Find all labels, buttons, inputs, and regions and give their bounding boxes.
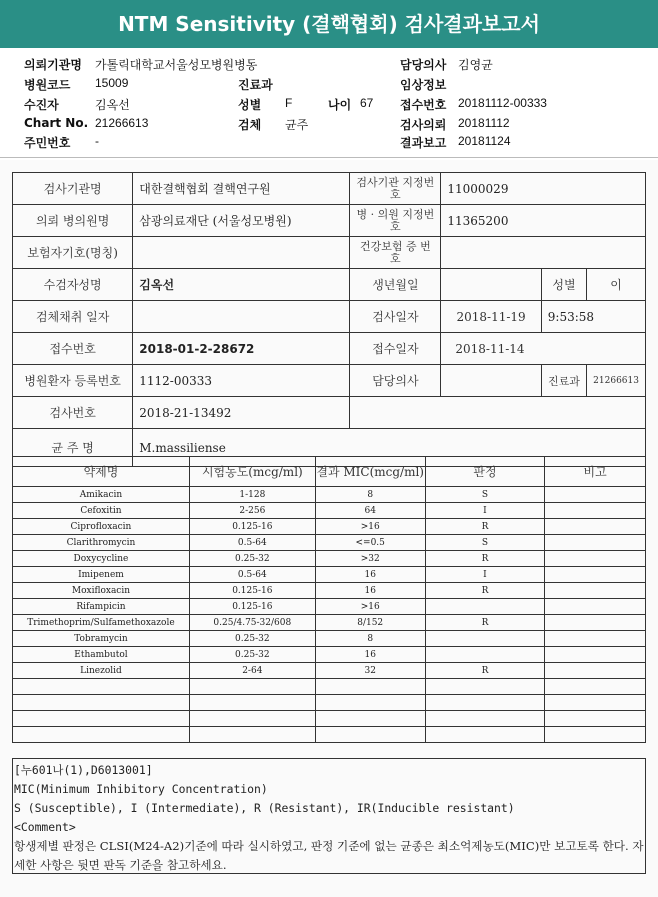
lab-code-value: 11000029 <box>441 173 646 205</box>
drug-remark <box>545 535 646 551</box>
drug-name: Cefoxitin <box>13 503 190 519</box>
testno-label: 검사번호 <box>13 397 133 429</box>
collect-value <box>133 301 350 333</box>
drug-concentration <box>189 711 315 727</box>
drug-interpretation <box>425 647 545 663</box>
strain-label: 균 주 명 <box>13 429 133 467</box>
hospital-code-label: 병원코드 <box>24 78 71 92</box>
drug-interpretation <box>425 599 545 615</box>
drug-mic: 64 <box>315 503 425 519</box>
drug-row <box>13 663 646 679</box>
drug-name: Doxycycline <box>13 551 190 567</box>
comment-code: [누601나(1),D6013001] <box>14 763 153 777</box>
drug-remark <box>545 599 646 615</box>
header-divider <box>0 157 658 158</box>
comment-box <box>12 758 646 874</box>
doctor-value: 김영균 <box>458 58 493 72</box>
drug-mic: >16 <box>315 599 425 615</box>
drug-interpretation <box>425 695 545 711</box>
drug-mic: >16 <box>315 519 425 535</box>
clinical-label: 임상정보 <box>400 78 447 92</box>
drug-row <box>13 615 646 631</box>
hospital-code-value: 15009 <box>95 76 129 90</box>
patient-value: 김옥선 <box>95 98 130 112</box>
col-drug: 약제명 <box>13 457 190 487</box>
drug-concentration: 0.125-16 <box>189 583 315 599</box>
drug-name: Ethambutol <box>13 647 190 663</box>
drug-mic: >32 <box>315 551 425 567</box>
drug-name: Amikacin <box>13 487 190 503</box>
drug-interpretation: R <box>425 519 545 535</box>
drug-remark <box>545 583 646 599</box>
report-label: 결과보고 <box>400 136 447 150</box>
drug-row <box>13 711 646 727</box>
drug-row <box>13 727 646 743</box>
col-remarks: 비고 <box>545 457 646 487</box>
drug-remark <box>545 503 646 519</box>
drug-concentration: 0.5-64 <box>189 535 315 551</box>
drug-interpretation <box>425 727 545 743</box>
drug-mic: 16 <box>315 567 425 583</box>
drug-concentration: 0.125-16 <box>189 599 315 615</box>
drug-name: Linezolid <box>13 663 190 679</box>
chart-value: 21266613 <box>95 116 149 130</box>
drug-concentration <box>189 727 315 743</box>
drug-name <box>13 711 190 727</box>
drug-interpretation: S <box>425 535 545 551</box>
test-date-value: 2018-11-19 <box>441 301 541 333</box>
drug-row <box>13 487 646 503</box>
drug-mic <box>315 711 425 727</box>
drug-name: Moxifloxacin <box>13 583 190 599</box>
drug-row <box>13 519 646 535</box>
insured-value <box>133 237 350 269</box>
drug-name: Tobramycin <box>13 631 190 647</box>
birth-label: 생년월일 <box>350 269 441 301</box>
comment-heading: <Comment> <box>14 820 76 834</box>
accession-date-label: 접수일자 <box>350 333 441 365</box>
drug-interpretation: I <box>425 503 545 519</box>
drug-remark <box>545 519 646 535</box>
drug-interpretation: S <box>425 487 545 503</box>
patient-label: 수진자 <box>24 98 59 112</box>
drug-row <box>13 567 646 583</box>
drug-concentration: 1-128 <box>189 487 315 503</box>
doctor-label: 담당의사 <box>400 58 447 72</box>
reg-label: 병원환자 등록번호 <box>13 365 133 397</box>
drug-concentration <box>189 695 315 711</box>
receipt-label: 접수번호 <box>400 98 447 112</box>
drug-interpretation: R <box>425 663 545 679</box>
drug-remark <box>545 567 646 583</box>
attending-label: 담당의사 <box>350 365 441 397</box>
comment-legend: S (Susceptible), I (Intermediate), R (Resistant), IR(Inducible resistant) <box>14 801 515 815</box>
drug-mic <box>315 727 425 743</box>
col-interpretation: 판정 <box>425 457 545 487</box>
drug-row <box>13 679 646 695</box>
drug-table-body <box>13 487 646 743</box>
sex-label: 성별 <box>238 98 262 112</box>
accession-value: 2018-01-2-28672 <box>133 333 350 365</box>
drug-row <box>13 535 646 551</box>
institution-label: 의뢰기관명 <box>24 58 82 72</box>
resident-label: 주민번호 <box>24 136 71 150</box>
resident-value: - <box>95 134 99 148</box>
drug-remark <box>545 615 646 631</box>
receipt-value: 20181112-00333 <box>458 96 547 110</box>
drug-concentration: 0.25-32 <box>189 631 315 647</box>
drug-mic <box>315 695 425 711</box>
sex-value: F <box>285 96 293 110</box>
accession-label: 접수번호 <box>13 333 133 365</box>
drug-interpretation <box>425 679 545 695</box>
reg-value: 1112-00333 <box>133 365 350 397</box>
client-value: 삼광의료재단 (서울성모병원) <box>133 205 350 237</box>
specimen-value: 균주 <box>285 118 309 132</box>
drug-row <box>13 631 646 647</box>
drug-remark <box>545 487 646 503</box>
drug-row <box>13 503 646 519</box>
drug-mic: 8 <box>315 631 425 647</box>
subject-label: 수검자성명 <box>13 269 133 301</box>
drug-remark <box>545 727 646 743</box>
report-title: NTM Sensitivity (결핵협회) 검사결과보고서 <box>0 0 658 48</box>
drug-concentration: 0.25-32 <box>189 647 315 663</box>
drug-remark <box>545 631 646 647</box>
age-label: 나이 <box>328 98 352 112</box>
drug-mic: 8/152 <box>315 615 425 631</box>
drug-name <box>13 679 190 695</box>
testno-value: 2018-21-13492 <box>133 397 350 429</box>
drug-remark <box>545 663 646 679</box>
info-table <box>12 172 646 467</box>
request-value: 20181112 <box>458 116 510 130</box>
lab-value: 대한결핵협회 결핵연구원 <box>133 173 350 205</box>
drug-concentration: 0.25/4.75-32/608 <box>189 615 315 631</box>
drug-name: Rifampicin <box>13 599 190 615</box>
request-label: 검사의뢰 <box>400 118 447 132</box>
comment-mic: MIC(Minimum Inhibitory Concentration) <box>14 782 268 796</box>
report-header <box>0 52 658 152</box>
col-mic: 결과 MIC(mcg/ml) <box>315 457 425 487</box>
drug-row <box>13 695 646 711</box>
drug-concentration: 2-64 <box>189 663 315 679</box>
report-value: 20181124 <box>458 134 511 148</box>
specimen-label: 검체 <box>238 118 262 132</box>
drug-row <box>13 599 646 615</box>
client-label: 의뢰 병의원명 <box>13 205 133 237</box>
drug-mic: 8 <box>315 487 425 503</box>
dept-label: 진료과 <box>541 365 586 397</box>
comment-text: 항생제별 판정은 CLSI(M24-A2)기준에 따라 실시하였고, 판정 기준에 없는 균종은 최소억제농도(MIC)만 보고토록 한다. 자세한 사항은 뒷면 판독 기준을 참고하세요. <box>14 839 644 872</box>
drug-row <box>13 583 646 599</box>
drug-remark <box>545 647 646 663</box>
drug-mic: <=0.5 <box>315 535 425 551</box>
dept-value: 21266613 <box>587 365 646 397</box>
strain-value: M.massiliense <box>133 429 646 467</box>
collect-label: 검체채취 일자 <box>13 301 133 333</box>
client-code-value: 11365200 <box>441 205 646 237</box>
drug-interpretation: R <box>425 551 545 567</box>
birth-value <box>441 269 541 301</box>
drug-remark <box>545 695 646 711</box>
drug-row <box>13 647 646 663</box>
age-value: 67 <box>360 96 374 110</box>
testno-empty <box>350 397 646 429</box>
drug-interpretation <box>425 631 545 647</box>
drug-interpretation: R <box>425 615 545 631</box>
accession-date-value: 2018-11-14 <box>441 333 646 365</box>
drug-name: Imipenem <box>13 567 190 583</box>
col-concentration: 시험농도(mcg/ml) <box>189 457 315 487</box>
health-label: 건강보험 증 번 호 <box>350 237 441 269</box>
insured-label: 보험자기호(명칭) <box>13 237 133 269</box>
drug-remark <box>545 679 646 695</box>
dept-label: 진료과 <box>238 78 273 92</box>
attending-value <box>441 365 541 397</box>
gender-label: 성별 <box>541 269 586 301</box>
drug-concentration: 0.5-64 <box>189 567 315 583</box>
drug-table <box>12 456 646 743</box>
lab-code-label: 검사기관 지정번호 <box>350 173 441 205</box>
drug-name: Ciprofloxacin <box>13 519 190 535</box>
subject-value: 김옥선 <box>133 269 350 301</box>
drug-mic: 32 <box>315 663 425 679</box>
client-code-label: 병 · 의원 지정번호 <box>350 205 441 237</box>
health-value <box>441 237 646 269</box>
gender-value: 이 <box>587 269 646 301</box>
drug-interpretation <box>425 711 545 727</box>
drug-name: Clarithromycin <box>13 535 190 551</box>
drug-interpretation: I <box>425 567 545 583</box>
test-time-value: 9:53:58 <box>541 301 645 333</box>
institution-value: 가톨릭대학교서울성모병원병동 <box>95 58 258 72</box>
drug-concentration: 0.125-16 <box>189 519 315 535</box>
drug-row <box>13 551 646 567</box>
drug-remark <box>545 551 646 567</box>
drug-name <box>13 727 190 743</box>
drug-interpretation: R <box>425 583 545 599</box>
drug-mic <box>315 679 425 695</box>
drug-concentration: 0.25-32 <box>189 551 315 567</box>
drug-concentration <box>189 679 315 695</box>
drug-concentration: 2-256 <box>189 503 315 519</box>
test-date-label: 검사일자 <box>350 301 441 333</box>
drug-name: Trimethoprim/Sulfamethoxazole <box>13 615 190 631</box>
drug-remark <box>545 711 646 727</box>
lab-label: 검사기관명 <box>13 173 133 205</box>
drug-name <box>13 695 190 711</box>
drug-mic: 16 <box>315 647 425 663</box>
chart-label: Chart No. <box>24 116 89 130</box>
drug-mic: 16 <box>315 583 425 599</box>
